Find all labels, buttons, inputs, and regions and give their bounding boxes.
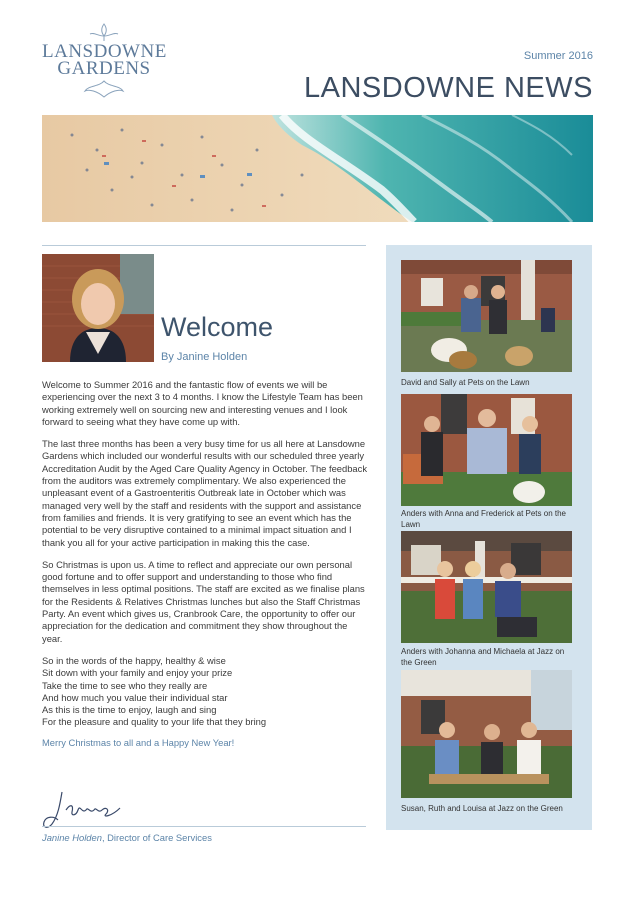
photo-caption: Susan, Ruth and Louisa at Jazz on the Green bbox=[401, 804, 563, 813]
beach-banner-image bbox=[42, 115, 593, 222]
jazz-on-green-photo-2 bbox=[401, 670, 572, 798]
pets-on-lawn-photo-2 bbox=[401, 394, 572, 506]
lansdowne-gardens-logo bbox=[42, 22, 166, 108]
article-paragraph: The last three months has been a very busy time for us all here at Lansdowne Gardens which included our wonderful results with our scheduled three yearly Accreditation Audit by the Aged Care Quality Agency in October. The feedback from the auditors was extremely complimentary. We also experienced the unpleasant event of a Gastroenteritis Outbreak late in October which was managed very well by the staff and residents with the support and assistance from families and friends. It is very gratifying to see an event which has the potential to be very disruptive contained to a minimal impact situation and I thank you all for your active participation in making this the case. bbox=[42, 438, 368, 548]
signature-role: , Director of Care Services bbox=[101, 832, 212, 843]
signature-name: Janine Holden bbox=[42, 832, 102, 843]
logo-text-line1: LANSDOWNE bbox=[42, 41, 167, 62]
pets-on-lawn-photo-1 bbox=[401, 260, 572, 372]
poem-line: And how much you value their individual star bbox=[42, 691, 228, 703]
janine-holden-portrait bbox=[42, 254, 154, 362]
article-paragraph: Welcome to Summer 2016 and the fantastic flow of events we will be experiencing over the next 3 to 4 months. I know the Lifestyle Team has been working extremely well on sourcing new and interesting venues and I look forward to seeing what they have come up with. bbox=[42, 379, 363, 427]
article-body bbox=[42, 379, 368, 749]
photo-caption: Anders with Anna and Frederick at Pets on the Lawn bbox=[401, 509, 566, 529]
bottom-divider bbox=[42, 826, 366, 827]
photo-caption: Anders with Johanna and Michaela at Jazz on the Green bbox=[401, 647, 565, 667]
scroll-ornament-icon bbox=[79, 79, 129, 101]
photo-sidebar bbox=[386, 245, 592, 830]
logo-text-line2: GARDENS bbox=[57, 58, 151, 79]
jazz-on-green-photo-1 bbox=[401, 531, 572, 643]
signature-line bbox=[42, 832, 212, 843]
top-divider bbox=[42, 245, 366, 246]
poem-line: As this is the time to enjoy, laugh and sing bbox=[42, 704, 217, 716]
closing-greeting: Merry Christmas to all and a Happy New Year! bbox=[42, 736, 235, 748]
poem bbox=[42, 655, 368, 729]
newsletter-title: LANSDOWNE NEWS bbox=[304, 72, 593, 104]
poem-line: Sit down with your family and enjoy your prize bbox=[42, 667, 233, 679]
article-title: Welcome bbox=[161, 312, 274, 342]
article-paragraph: So Christmas is upon us. A time to reflect and appreciate our own personal good fortune and to offer support and understanding to those who find themselves in less optimal positions. The staff are excited as we finalise plans for the Residents & Relatives Christmas lunches but also the Staff Christmas Party. An event which gives us, Cranbrook Care, the opportunity to offer our appreciation for the dedication and commitment they show throughout the year. bbox=[42, 558, 365, 644]
issue-season: Summer 2016 bbox=[523, 50, 593, 62]
photo-caption: David and Sally at Pets on the Lawn bbox=[401, 378, 530, 387]
poem-line: For the pleasure and quality to your life that they bring bbox=[42, 716, 267, 728]
article-byline: By Janine Holden bbox=[161, 351, 248, 363]
fleur-ornament-icon bbox=[84, 22, 124, 42]
poem-line: Take the time to see who they really are bbox=[42, 679, 208, 691]
poem-line: So in the words of the happy, healthy & wise bbox=[42, 654, 226, 666]
